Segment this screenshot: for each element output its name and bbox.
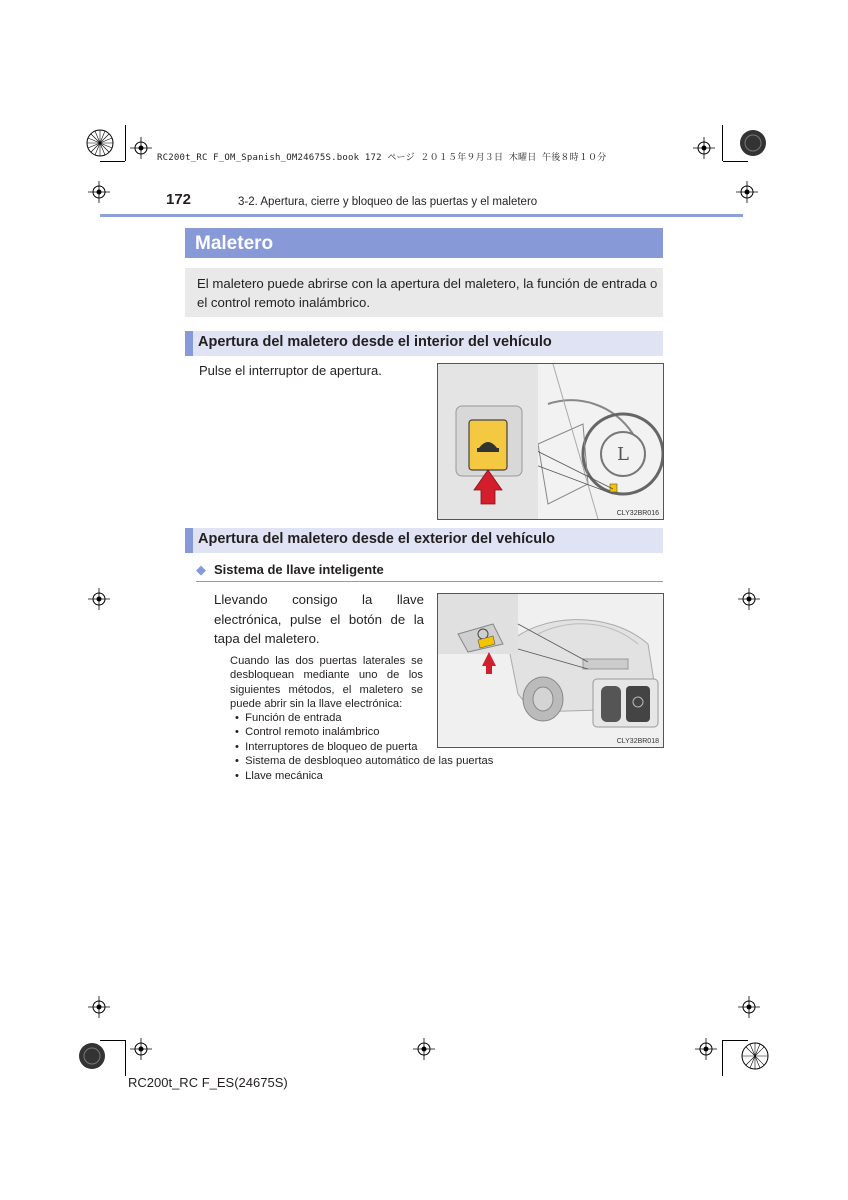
crosshair-icon: [693, 137, 715, 159]
list-item: • Interruptores de bloqueo de puerta: [235, 740, 418, 753]
print-header: RC200t_RC F_OM_Spanish_OM24675S.book 172 ページ ２０１５年９月３日 木曜日 午後８時１０分: [157, 153, 607, 163]
instruction-text: Llevando consigo la llave electrónica, pulse el botón de la tapa del maletero.: [214, 592, 424, 646]
subsection-header-interior: [185, 331, 663, 356]
header-rule: [100, 214, 743, 217]
crosshair-icon: [738, 996, 760, 1018]
intro-text: El maletero puede abrirse con la apertura del maletero, la función de entrada o el control remoto inalámbrico.: [197, 276, 658, 310]
crosshair-icon: [695, 1038, 717, 1060]
note-text: Cuando las dos puertas laterales se desbloquean mediante uno de los siguientes métodos, el maletero se puede abrir sin la llave electrónica:: [230, 655, 423, 711]
instruction-text: Pulse el interruptor de apertura.: [199, 363, 382, 378]
crosshair-icon: [736, 181, 758, 203]
figure-code: CLY32BR016: [616, 510, 659, 517]
crosshair-icon: [88, 181, 110, 203]
crosshair-icon: [130, 1038, 152, 1060]
subsection-accent: [185, 331, 193, 356]
subsection-title: Apertura del maletero desde el exterior del vehículo: [198, 531, 555, 547]
subsection-accent: [185, 528, 193, 553]
svg-text:L: L: [617, 444, 629, 465]
crosshair-icon: [130, 137, 152, 159]
registration-mark-icon: [741, 1042, 769, 1070]
title-bar: [185, 228, 663, 258]
figure-code: CLY32BR018: [616, 738, 659, 745]
subsection-header-exterior: [185, 528, 663, 553]
crosshair-icon: [413, 1038, 435, 1060]
list-item: • Control remoto inalámbrico: [235, 726, 380, 739]
footer-code: RC200t_RC F_ES(24675S): [128, 1075, 288, 1090]
bullet-list: [235, 711, 493, 783]
dashboard-illustration: [438, 364, 663, 519]
crosshair-icon: [88, 996, 110, 1018]
crosshair-icon: [738, 588, 760, 610]
diamond-bullet-icon: ◆: [196, 562, 206, 577]
list-item: • Llave mecánica: [235, 769, 323, 782]
subheading: Sistema de llave inteligente: [214, 562, 384, 577]
page-title: Maletero: [195, 233, 274, 254]
crosshair-icon: [88, 588, 110, 610]
subheading-rule: [196, 581, 663, 582]
subsection-title: Apertura del maletero desde el interior del vehículo: [198, 334, 552, 350]
list-item: • Función de entrada: [235, 712, 342, 724]
section-title: 3-2. Apertura, cierre y bloqueo de las puertas y el maletero: [238, 196, 538, 208]
page-number: 172: [166, 191, 192, 208]
registration-mark-icon: [78, 1042, 106, 1070]
list-item: • Sistema de desbloqueo automático de las puertas: [235, 755, 494, 768]
registration-mark-icon: [739, 129, 767, 157]
registration-mark-icon: [86, 129, 114, 157]
figure-interior-switch: [437, 363, 664, 520]
intro-box: [185, 268, 663, 317]
